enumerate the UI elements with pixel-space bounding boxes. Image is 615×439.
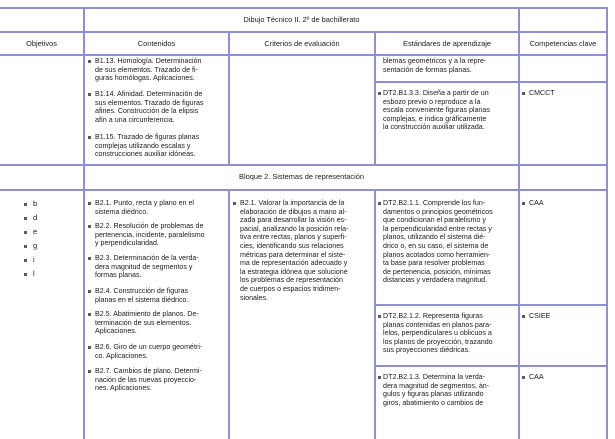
bullet xyxy=(88,225,91,228)
estandar-dt2-b2-1-3: DT2.B2.1.3. Determina la verda- dera magnitud de segmentos, án- gulos y figuras planas utilizando giros, abatimiento o cambios de xyxy=(383,373,490,407)
contenido-b2-4: B2.4. Construcción de figuras planas en el sistema diédrico. xyxy=(95,287,189,304)
bullet xyxy=(233,202,236,205)
objetivo-item: b xyxy=(33,199,38,208)
rule-b1-bottom xyxy=(0,164,608,166)
col-line-2 xyxy=(228,31,230,164)
bullet xyxy=(88,202,91,205)
competencia-cmcct: CMCCT xyxy=(529,89,555,97)
contenido-b2-3: B2.3. Determinación de la verda- dera magnitud de segmentos y formas planas. xyxy=(95,254,199,280)
header-competencias: Competencias clave xyxy=(529,39,597,48)
contenido-b2-2: B2.2. Resolución de problemas de pertenencia, incidente, paralelismo y perpendicularidad. xyxy=(95,222,205,248)
col-line-right xyxy=(606,7,608,439)
bullet xyxy=(24,217,27,220)
bullet xyxy=(522,376,525,379)
rule-block2-title-bottom xyxy=(0,189,608,191)
bullet xyxy=(88,290,91,293)
bullet xyxy=(88,257,91,260)
contenido-b1-15: B1.15. Trazado de figuras planas complejas utilizando escalas y construcciones auxiliar idóneas. xyxy=(95,133,200,159)
contenido-b1-13: B1.13. Homología. Determinación de sus elementos. Trazado de fi- guras homólogas. Aplicaciones. xyxy=(95,57,202,83)
bullet xyxy=(24,259,27,262)
col-line-1 xyxy=(83,7,85,439)
bullet xyxy=(88,346,91,349)
bullet xyxy=(522,315,525,318)
rule-b2-std-split-1 xyxy=(374,304,608,306)
rule-b1-std-split xyxy=(374,81,608,83)
header-objetivos: Objetivos xyxy=(26,39,57,48)
rule-header-bottom xyxy=(0,54,608,56)
bullet xyxy=(88,93,91,96)
bullet xyxy=(522,202,525,205)
col-line-2b xyxy=(228,189,230,439)
criterio-b2-1: B2.1. Valorar la importancia de la elaboración de dibujos a mano al- zada para desarrollar la visión es- pacial, analizando la posición rela- tiva entre rectas, planos y superfi- cies, identificando sus relaciones métricas para determinar el siste- ma de representación adecuado y la estrategia idónea que solucione los problemas de representación de cuerpos o espacios tridimen- sionales. xyxy=(240,199,349,302)
bullet xyxy=(24,231,27,234)
bullet xyxy=(378,315,381,318)
header-contenidos: Contenidos xyxy=(137,39,176,48)
objetivo-item: g xyxy=(33,241,38,250)
rule-title-bottom xyxy=(0,31,608,33)
rule-top xyxy=(0,7,608,9)
col-line-3b xyxy=(374,189,376,439)
competencia-caa: CAA xyxy=(529,199,544,207)
objetivo-item: l xyxy=(33,269,35,278)
bullet xyxy=(378,376,381,379)
estandar-dt2-b1-3-3: DT2.B1.3.3. Diseña a partir de un esbozo previo o reproduce a la escala conveniente figuras planas complejas, e indica gráficamente la construcción auxiliar utilizada. xyxy=(383,89,490,132)
bullet xyxy=(522,92,525,95)
objetivo-item: e xyxy=(33,227,38,236)
estandar-dt2-b2-1-1: DT2.B2.1.1. Comprende los fun- damentos o principios geométricos que condicionan el paralelismo y la perpendicularidad entre rectas y planos, utilizando el sistema dié- drico o, en su caso, el sistema de planos acotados como herramien- ta base para resolver problemas de pertenencia, posición, mínimas distancias y verdadera magnitud. xyxy=(383,199,493,285)
header-criterios: Criterios de evaluación xyxy=(264,39,340,48)
bullet xyxy=(24,203,27,206)
bullet xyxy=(378,202,381,205)
competencia-caa-2: CAA xyxy=(529,373,544,381)
contenido-b2-1: B2.1. Punto, recta y plano en el sistema diédrico. xyxy=(95,199,194,216)
col-line-3 xyxy=(374,31,376,164)
bullet xyxy=(88,136,91,139)
estandar-continuation: blemas geométricos y a la repre- sentación de formas planas. xyxy=(383,57,487,74)
estandar-dt2-b2-1-2: DT2.B2.1.2. Representa figuras planas contenidas en planos para- lelos, perpendiculares u oblicuos a los planos de proyección, trazando sus proyecciones diédricas. xyxy=(383,312,493,355)
table-title: Dibujo Técnico II. 2º de bachillerato xyxy=(243,15,360,24)
objetivo-item: i xyxy=(33,255,35,264)
bullet xyxy=(378,92,381,95)
contenido-b1-14: B1.14. Afinidad. Determinación de sus elementos. Trazado de figuras afines. Construcción de la elipsis afín a una circunferencia. xyxy=(95,90,204,124)
header-estandares: Estándares de aprendizaje xyxy=(403,39,491,48)
competencia-csiee: CSIEE xyxy=(529,312,551,320)
bullet xyxy=(24,245,27,248)
contenido-b2-6: B2.6. Giro de un cuerpo geométri- co. Aplicaciones. xyxy=(95,343,203,360)
contenido-b2-5: B2.5. Abatimiento de planos. De- terminación de sus elementos. Aplicaciones. xyxy=(95,310,199,336)
rule-b2-std-split-2 xyxy=(374,365,608,367)
objetivo-item: d xyxy=(33,213,38,222)
col-line-4 xyxy=(518,7,520,439)
contenido-b2-7: B2.7. Cambios de plano. Determi- nación de las nuevas proyeccio- nes. Aplicaciones. xyxy=(95,367,202,393)
block2-title: Bloque 2. Sistemas de representación xyxy=(239,172,364,181)
bullet xyxy=(24,273,27,276)
bullet xyxy=(88,313,91,316)
bullet xyxy=(88,60,91,63)
bullet xyxy=(88,370,91,373)
